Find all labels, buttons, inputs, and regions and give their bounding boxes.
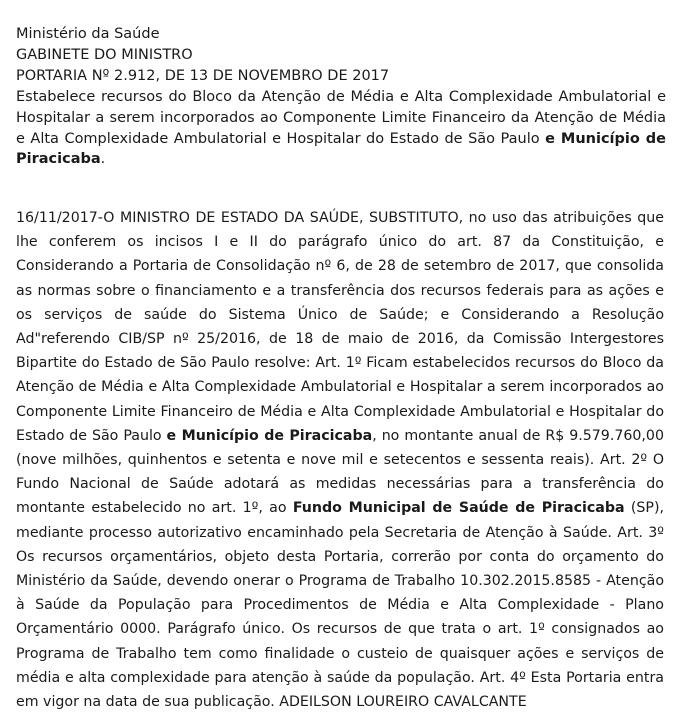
subject-text: Estabelece recursos do Bloco da Atenção de Média e Alta Complexidade Ambulatorial e Hospitalar a serem incorporados ao Componente Limite Financeiro da Atenção de Média e Alta Complexidade Ambulatorial e Hospitalar do Estado de São Paulo bbox=[16, 89, 666, 147]
document-header bbox=[16, 24, 666, 170]
body-municipal-fund: Fundo Municipal de Saúde de Piracicaba bbox=[292, 500, 625, 517]
ordinance-body bbox=[16, 206, 664, 714]
cabinet-name: GABINETE DO MINISTRO bbox=[16, 47, 193, 63]
ordinance-subject bbox=[16, 87, 666, 170]
body-part-2: , no montante anual de R$ 9.579.760,00 (nove milhões, quinhentos e setenta e nove mil e setecentos e sessenta reais). Art. 2º O Fundo Nacional de Saúde adotará as medidas necessárias para a transferência do montante estabelecido no art. 1º, ao bbox=[16, 427, 664, 517]
ministry-name: Ministério da Saúde bbox=[16, 26, 160, 42]
body-part-3: (SP), mediante processo autorizativo encaminhado pela Secretaria de Atenção à Saúde. Art. 3º Os recursos orçamentários, objeto desta Portaria, correrão por conta do orçamento do Ministério da Saúde, devendo onerar o Programa de Trabalho 10.302.2015.8585 - Atenção à Saúde da População para Procedimentos de Média e Alta Complexidade - Plano Orçamentário 0000. Parágrafo único. Os recursos de que trata o art. 1º consignados ao Programa de Trabalho tem como finalidade o custeio de quaisquer ações e serviços de média e alta complexidade para atenção à saúde da população. Art. 4º Esta Portaria entra em vigor na data de sua publicação. ADEILSON LOUREIRO CAVALCANTE bbox=[16, 500, 664, 711]
body-municipality: e Município de Piracicaba bbox=[166, 427, 373, 444]
body-part-1: 16/11/2017-O MINISTRO DE ESTADO DA SAÚDE, SUBSTITUTO, no uso das atribuições que lhe conferem os incisos I e II do parágrafo único do art. 87 da Constituição, e Considerando a Portaria de Consolidação nº 6, de 28 de setembro de 2017, que consolida as normas sobre o financiamento e a transferência dos recursos federais para as ações e os serviços de saúde do Sistema Único de Saúde; e Considerando a Resolução Ad"referendo CIB/SP nº 25/2016, de 18 de maio de 2016, da Comissão Intergestores Bipartite do Estado de São Paulo resolve: Art. 1º Ficam estabelecidos recursos do Bloco da Atenção de Média e Alta Complexidade Ambulatorial e Hospitalar a serem incorporados ao Componente Limite Financeiro de Média e Alta Complexidade Ambulatorial e Hospitalar do Estado de São Paulo bbox=[16, 210, 664, 444]
ordinance-title: PORTARIA Nº 2.912, DE 13 DE NOVEMBRO DE 2017 bbox=[16, 68, 390, 84]
subject-municipality: e Município de Piracicaba bbox=[16, 130, 666, 168]
subject-end: . bbox=[100, 151, 106, 168]
